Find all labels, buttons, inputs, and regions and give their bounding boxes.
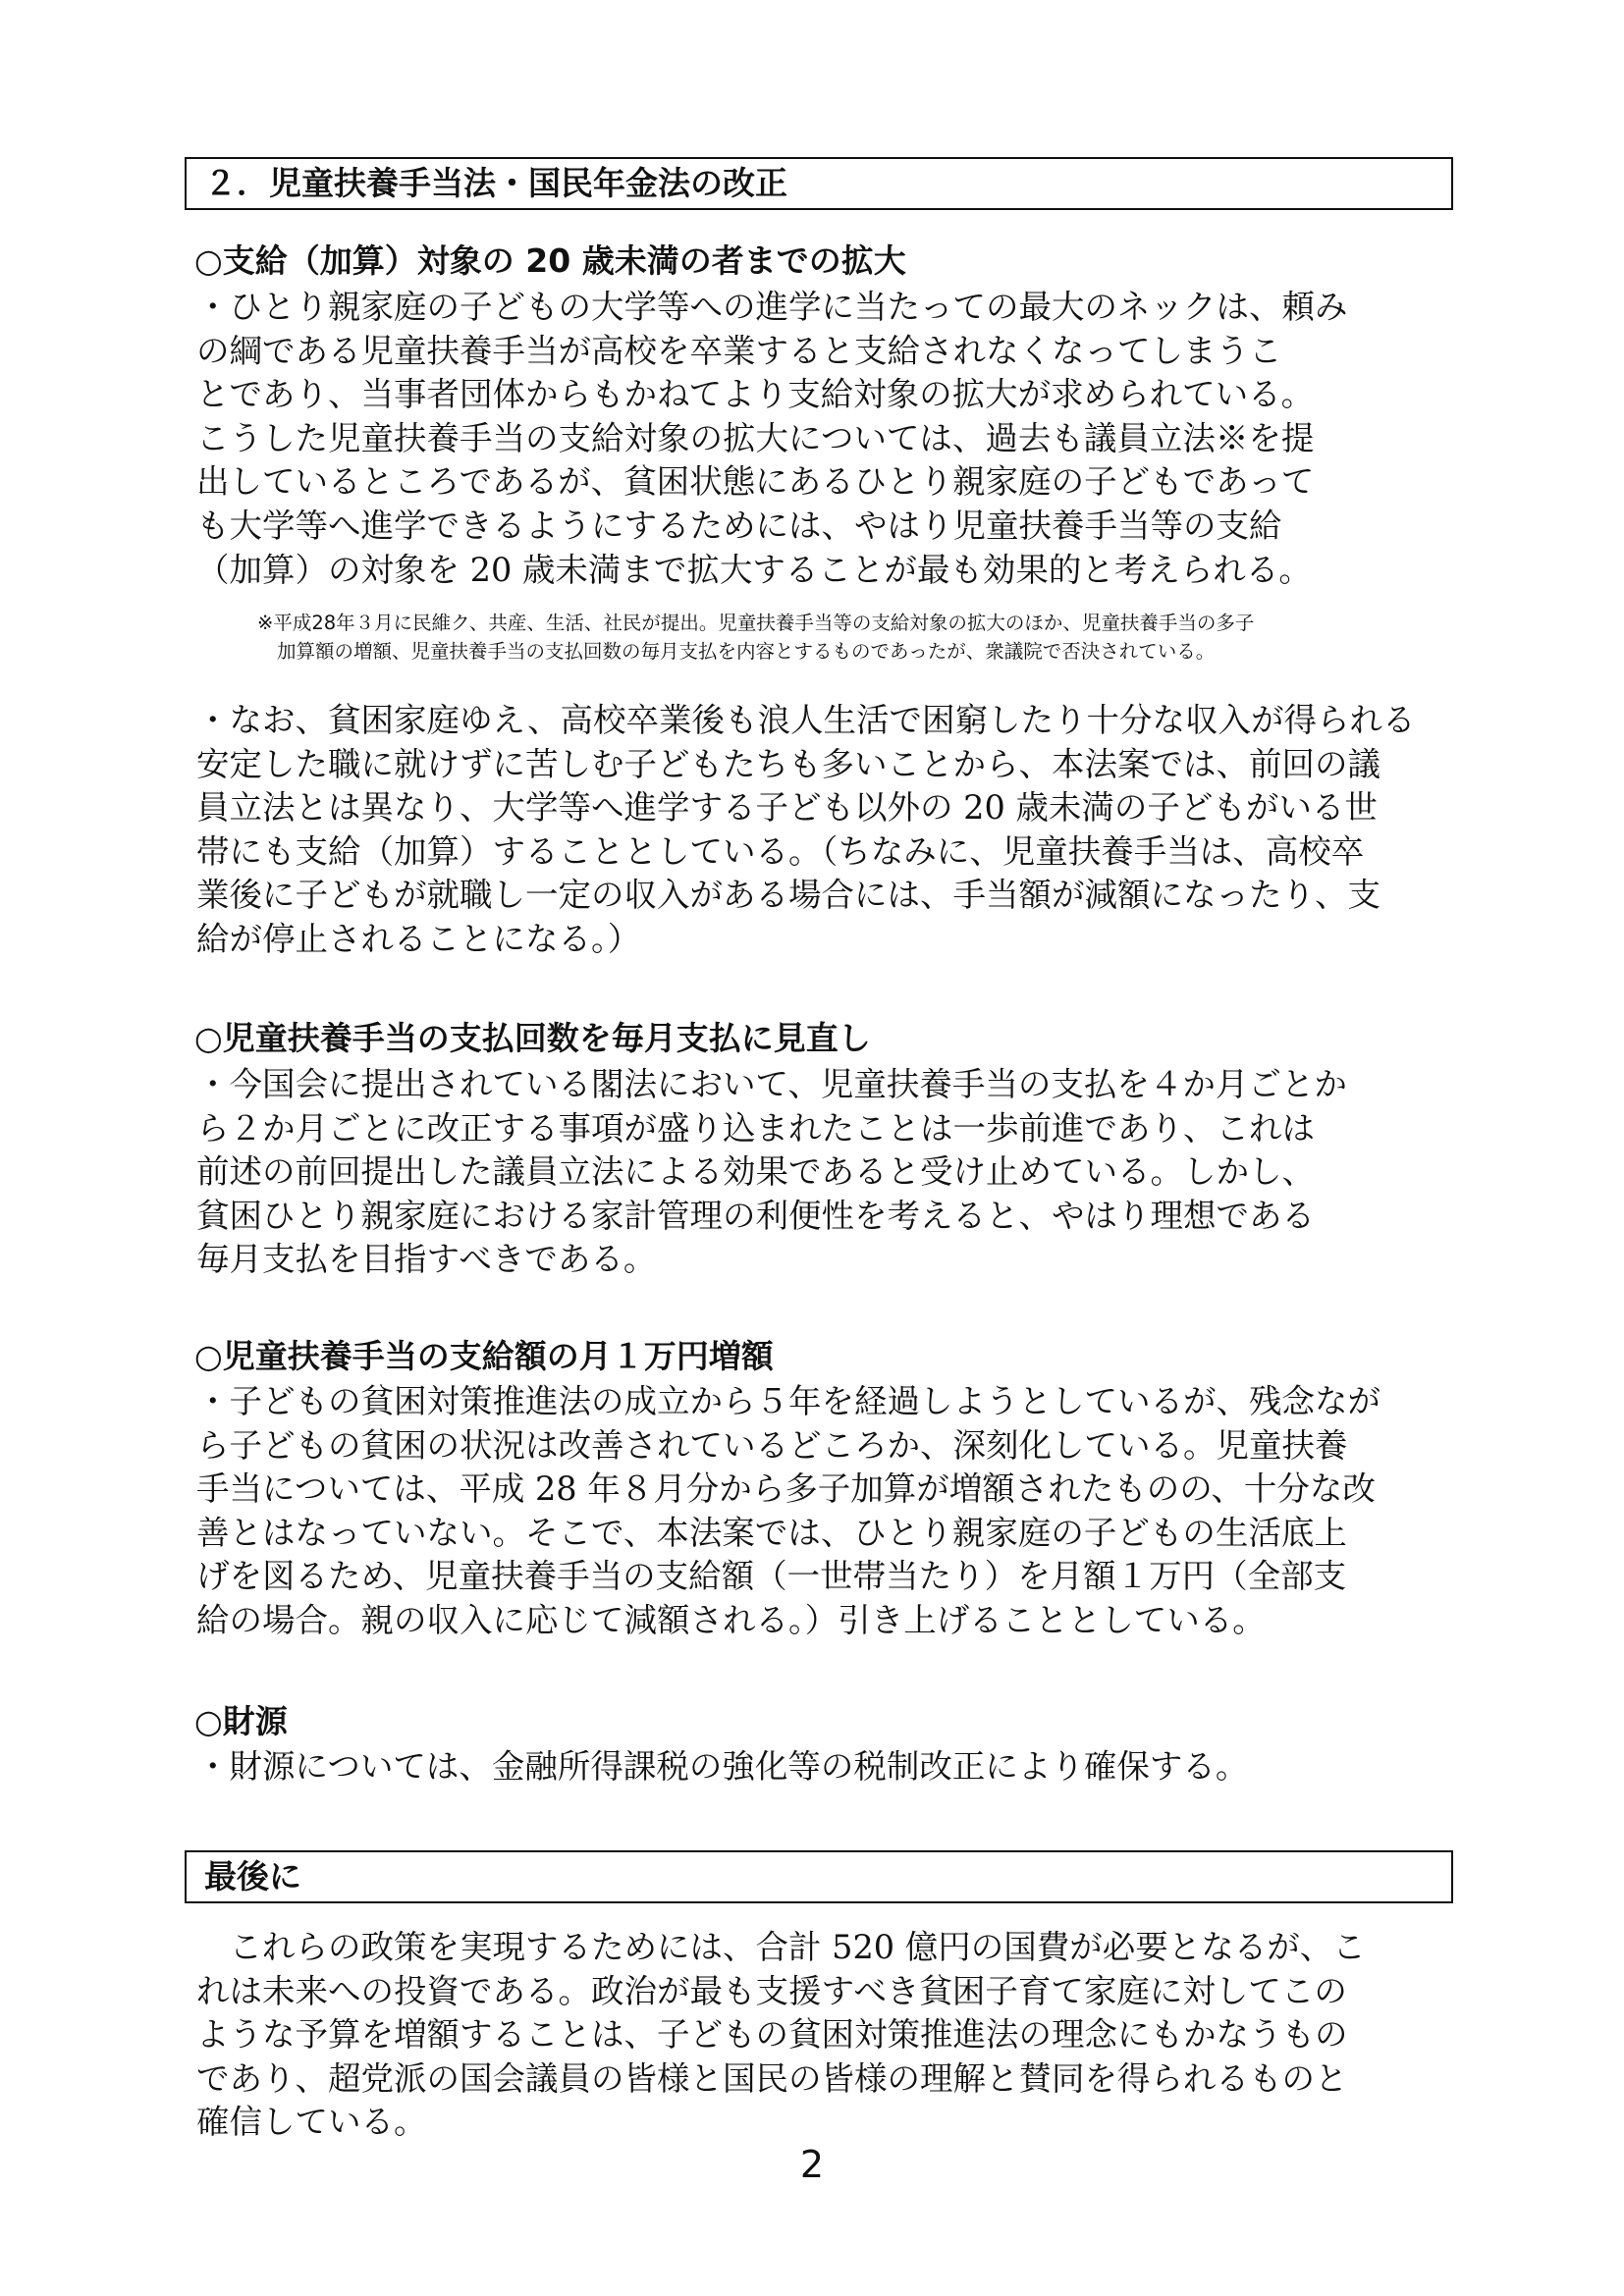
text-line: も大学等へ進学できるようにするためには、やはり児童扶養手当等の支給 — [196, 506, 1282, 545]
closing-paragraph — [196, 1926, 1463, 2145]
text-line: ・今国会に提出されている閣法において、児童扶養手当の支払を４か月ごとか — [196, 1065, 1347, 1103]
text-line: 帯にも支給（加算）することとしている。（ちなみに、児童扶養手当は、高校卒 — [196, 831, 1365, 871]
bullet-age-extension-main — [196, 286, 1496, 592]
text-line: これらの政策を実現するためには、合計 520 億円の国費が必要となるが、こ — [196, 1928, 1366, 1966]
text-line: 手当については、平成 28 年８月分から多子加算が増額されたものの、十分な改 — [196, 1469, 1376, 1509]
text-line: 確信している。 — [196, 2103, 427, 2142]
text-line: （加算）の対象を 20 歳未満まで拡大することが最も効果的と考えられる。 — [196, 550, 1312, 589]
text-line: の綱である児童扶養手当が高校を卒業すると支給されなくなってしまうこ — [196, 331, 1282, 370]
text-line: げを図るため、児童扶養手当の支給額（一世帯当たり）を月額１万円（全部支 — [196, 1557, 1347, 1596]
footnote-line: 加算額の増額、児童扶養手当の支払回数の毎月支払を内容とするものであったが、衆議院で否決されている。 — [277, 640, 1216, 663]
text-line: 善とはなっていない。そこで、本法案では、ひとり親家庭の子どもの生活底上 — [196, 1513, 1347, 1552]
bullet-age-extension-note — [196, 699, 1496, 962]
text-line: 毎月支払を目指すべきである。 — [196, 1240, 657, 1279]
text-line: ・なお、貧困家庭ゆえ、高校卒業後も浪人生活で困窮したり十分な収入が得られる — [196, 701, 1416, 739]
text-line: 出しているところであるが、貧困状態にあるひとり親家庭の子どもであって — [196, 462, 1315, 502]
page-number: 2 — [799, 2143, 825, 2186]
text-line: であり、超党派の国会議員の皆様と国民の皆様の理解と賛同を得られるものと — [196, 2058, 1348, 2098]
text-line: ・子どもの貧困対策推進法の成立から５年を経過しようとしているが、残念なが — [196, 1382, 1380, 1420]
text-line: ・ひとり親家庭の子どもの大学等への進学に当たっての最大のネックは、頼み — [196, 288, 1348, 326]
bullet-monthly-payment — [196, 1063, 1496, 1282]
item-heading-monthly-payment: ○児童扶養手当の支払回数を毎月支払に見直し — [194, 1019, 871, 1057]
text-line: 業後に子どもが就職し一定の収入がある場合には、手当額が減額になったり、支 — [196, 876, 1380, 915]
text-line: ・財源については、金融所得課税の強化等の税制改正により確保する。 — [196, 1747, 1249, 1786]
closing-heading: 最後に — [185, 1850, 1453, 1903]
text-line: 前述の前回提出した議員立法による効果であると受け止めている。しかし、 — [196, 1152, 1315, 1192]
item-heading-funding: ○財源 — [194, 1702, 288, 1740]
text-line: こうした児童扶養手当の支給対象の拡大については、過去も議員立法※を提 — [196, 418, 1315, 457]
item-heading-age-extension: ○支給（加算）対象の 20 歳未満の者までの拡大 — [194, 241, 906, 280]
footnote — [257, 609, 1465, 666]
text-line: 給の場合。親の収入に応じて減額される。）引き上げることとしている。 — [196, 1600, 1266, 1639]
text-line: ような予算を増額することは、子どもの貧困対策推進法の理念にもかなうもの — [196, 2015, 1348, 2055]
item-heading-amount-increase: ○児童扶養手当の支給額の月１万円増額 — [194, 1337, 774, 1375]
text-line: とであり、当事者団体からもかねてより支給対象の拡大が求められている。 — [196, 375, 1315, 414]
bullet-funding — [196, 1745, 1496, 1789]
text-line: 給が停止されることになる。） — [196, 919, 641, 958]
text-line: れは未来への投資である。政治が最も支援すべき貧困子育て家庭に対してこの — [196, 1971, 1347, 2010]
text-line: 員立法とは異なり、大学等へ進学する子ども以外の 20 歳未満の子どもがいる世 — [196, 788, 1378, 828]
text-line: 安定した職に就けずに苦しむ子どもたちも多いことから、本法案では、前回の議 — [196, 744, 1380, 783]
bullet-amount-increase — [196, 1380, 1496, 1643]
text-line: ら子どもの貧困の状況は改善されているどころか、深刻化している。児童扶養 — [196, 1425, 1348, 1465]
footnote-line: ※平成28年３月に民維ク、共産、生活、社民が提出。児童扶養手当等の支給対象の拡大のほか、児童扶養手当の多子 — [257, 612, 1255, 634]
text-line: ら２か月ごとに改正する事項が盛り込まれたことは一歩前進であり、これは — [196, 1108, 1315, 1148]
section-heading-2: ２．児童扶養手当法・国民年金法の改正 — [185, 157, 1453, 210]
text-line: 貧困ひとり親家庭における家計管理の利便性を考えると、やはり理想である — [196, 1196, 1315, 1235]
